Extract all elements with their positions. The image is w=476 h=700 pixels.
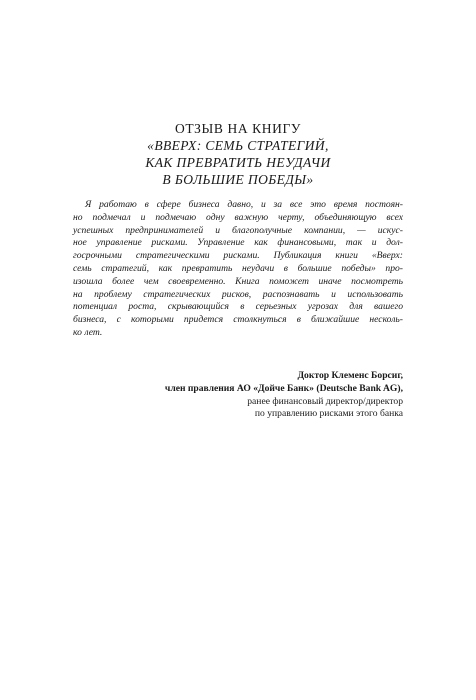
reviewer-name: Доктор Клеменс Борсиг,: [297, 370, 403, 381]
review-line: бизнеса, с которыми придется столкнуться в ближайшие несколь-: [73, 314, 403, 326]
review-line: Я работаю в сфере бизнеса давно, и за все это время постоян-: [85, 199, 403, 210]
review-line: госрочными стратегическими рисками. Публикация книги «Вверх:: [73, 250, 403, 262]
reviewer-position: член правления АО «Дойче Банк» (Deutsche Bank AG),: [164, 382, 403, 394]
review-line: на проблему стратегических рисков, распознавать и использовать: [73, 288, 403, 300]
review-heading: [0, 120, 476, 188]
review-line: семь стратегий, как превратить неудачи в большие победы» про-: [73, 262, 403, 274]
review-line: но подмечал и подмечаю одну важную черту, объединяющую всех: [73, 211, 403, 223]
review-line: ко лет.: [73, 326, 103, 338]
review-line: изошла более чем своевременно. Книга поможет иначе посмотреть: [73, 275, 403, 287]
book-title-line-2: КАК ПРЕВРАТИТЬ НЕУДАЧИ: [145, 155, 331, 170]
reviewer-role-line-1: ранее финансовый директор/директор: [247, 395, 403, 407]
reviewer-role-line-2: по управлению рисками этого банка: [254, 408, 403, 420]
heading-label: ОТЗЫВ НА КНИГУ: [174, 121, 302, 136]
review-line: потенциал роста, скрывающийся в серьезных угрозах для вашего: [73, 301, 403, 313]
reviewer-signature: [165, 370, 403, 421]
review-line: успешных предпринимателей и благополучные компании, — искус-: [73, 224, 403, 236]
review-text: [73, 199, 403, 340]
review-line: ное управление рисками. Управление как финансовыми, так и дол-: [73, 237, 403, 249]
book-title-line-3: В БОЛЬШИЕ ПОБЕДЫ»: [162, 172, 314, 187]
book-title-line-1: «ВВЕРХ: СЕМЬ СТРАТЕГИЙ,: [147, 138, 329, 153]
